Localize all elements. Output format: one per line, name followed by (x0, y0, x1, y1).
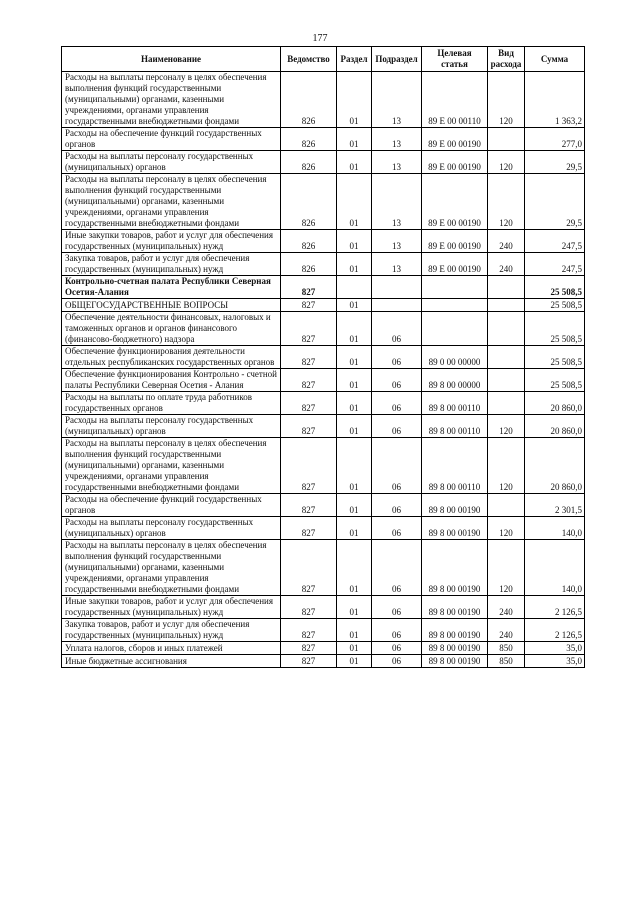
table-row (62, 151, 585, 174)
cell-name: Расходы на выплаты персоналу в целях обеспечения выполнения функций государственными (муниципальными) органами, казенными учреждениями, органами управления государственными внебюджетными фондами (62, 438, 281, 494)
cell-razdel: 01 (337, 655, 372, 668)
cell-summa: 2 301,5 (525, 494, 585, 517)
cell-podrazdel: 06 (372, 517, 422, 540)
cell-vid: 240 (488, 619, 525, 642)
table-row (62, 230, 585, 253)
table-row (62, 494, 585, 517)
cell-vedomstvo: 827 (281, 438, 337, 494)
cell-vedomstvo: 826 (281, 230, 337, 253)
cell-summa: 247,5 (525, 230, 585, 253)
table-row (62, 128, 585, 151)
cell-vedomstvo: 827 (281, 415, 337, 438)
cell-vid (488, 369, 525, 392)
cell-vedomstvo: 826 (281, 151, 337, 174)
cell-podrazdel: 13 (372, 72, 422, 128)
cell-vedomstvo: 826 (281, 128, 337, 151)
table-row (62, 72, 585, 128)
cell-razdel: 01 (337, 299, 372, 312)
cell-podrazdel: 13 (372, 151, 422, 174)
cell-statya: 89 8 00 00110 (422, 415, 488, 438)
cell-statya: 89 Е 00 00190 (422, 253, 488, 276)
cell-summa: 25 508,5 (525, 346, 585, 369)
cell-name: Обеспечение функционирования Контрольно - счетной палаты Республики Северная Осетия - Алания (62, 369, 281, 392)
cell-name: Расходы на выплаты персоналу в целях обеспечения выполнения функций государственными (муниципальными) органами, казенными учреждениями, органами управления государственными внебюджетными фондами (62, 174, 281, 230)
cell-name: Иные закупки товаров, работ и услуг для обеспечения государственных (муниципальных) нужд (62, 230, 281, 253)
cell-vedomstvo: 827 (281, 655, 337, 668)
cell-summa: 247,5 (525, 253, 585, 276)
column-header-statya: Целевая статья (422, 47, 488, 72)
table-row (62, 299, 585, 312)
cell-razdel: 01 (337, 642, 372, 655)
cell-vid (488, 346, 525, 369)
cell-name: Закупка товаров, работ и услуг для обеспечения государственных (муниципальных) нужд (62, 253, 281, 276)
cell-name: Расходы на выплаты персоналу государственных (муниципальных) органов (62, 415, 281, 438)
cell-statya: 89 8 00 00110 (422, 438, 488, 494)
cell-razdel: 01 (337, 346, 372, 369)
cell-summa: 2 126,5 (525, 619, 585, 642)
cell-razdel: 01 (337, 415, 372, 438)
cell-razdel: 01 (337, 128, 372, 151)
cell-razdel: 01 (337, 540, 372, 596)
cell-podrazdel: 06 (372, 642, 422, 655)
cell-vid: 240 (488, 253, 525, 276)
cell-podrazdel: 06 (372, 369, 422, 392)
column-header-podrazdel: Подраздел (372, 47, 422, 72)
cell-summa: 140,0 (525, 517, 585, 540)
table-row (62, 312, 585, 346)
table-row (62, 276, 585, 299)
cell-statya: 89 Е 00 00190 (422, 174, 488, 230)
cell-name: Закупка товаров, работ и услуг для обеспечения государственных (муниципальных) нужд (62, 619, 281, 642)
cell-statya: 89 8 00 00190 (422, 494, 488, 517)
cell-summa: 25 508,5 (525, 369, 585, 392)
cell-statya: 89 Е 00 00190 (422, 230, 488, 253)
cell-podrazdel: 13 (372, 253, 422, 276)
cell-summa: 20 860,0 (525, 392, 585, 415)
page-number: 177 (312, 33, 328, 44)
cell-vid (488, 276, 525, 299)
cell-vid: 240 (488, 596, 525, 619)
cell-vid (488, 312, 525, 346)
cell-podrazdel: 06 (372, 596, 422, 619)
cell-statya: 89 8 00 00190 (422, 642, 488, 655)
column-header-summa: Сумма (525, 47, 585, 72)
cell-summa: 25 508,5 (525, 312, 585, 346)
column-header-vedomstvo: Ведомство (281, 47, 337, 72)
cell-razdel: 01 (337, 392, 372, 415)
cell-podrazdel: 06 (372, 619, 422, 642)
cell-vid: 240 (488, 230, 525, 253)
cell-statya: 89 8 00 00110 (422, 392, 488, 415)
table-row (62, 392, 585, 415)
cell-summa: 140,0 (525, 540, 585, 596)
cell-vid: 120 (488, 72, 525, 128)
cell-podrazdel (372, 276, 422, 299)
cell-summa: 2 126,5 (525, 596, 585, 619)
cell-podrazdel (372, 299, 422, 312)
table-row (62, 415, 585, 438)
cell-vedomstvo: 827 (281, 276, 337, 299)
table-row (62, 369, 585, 392)
cell-podrazdel: 13 (372, 174, 422, 230)
cell-statya: 89 0 00 00000 (422, 346, 488, 369)
cell-name: Расходы на выплаты персоналу государственных (муниципальных) органов (62, 151, 281, 174)
cell-statya: 89 8 00 00190 (422, 655, 488, 668)
cell-vedomstvo: 827 (281, 494, 337, 517)
cell-vedomstvo: 827 (281, 369, 337, 392)
cell-razdel: 01 (337, 494, 372, 517)
cell-razdel: 01 (337, 438, 372, 494)
cell-name: Обеспечение деятельности финансовых, налоговых и таможенных органов и органов финансового (финансово-бюджетного) надзора (62, 312, 281, 346)
cell-razdel: 01 (337, 596, 372, 619)
table-row (62, 540, 585, 596)
cell-summa: 20 860,0 (525, 438, 585, 494)
cell-statya (422, 276, 488, 299)
cell-statya: 89 8 00 00190 (422, 619, 488, 642)
cell-name: Иные закупки товаров, работ и услуг для обеспечения государственных (муниципальных) нужд (62, 596, 281, 619)
cell-name: Расходы на обеспечение функций государственных органов (62, 128, 281, 151)
cell-vedomstvo: 827 (281, 540, 337, 596)
cell-name: ОБЩЕГОСУДАРСТВЕННЫЕ ВОПРОСЫ (62, 299, 281, 312)
cell-podrazdel: 06 (372, 438, 422, 494)
cell-razdel: 01 (337, 174, 372, 230)
cell-vedomstvo: 827 (281, 642, 337, 655)
cell-name: Расходы на выплаты персоналу в целях обеспечения выполнения функций государственными (муниципальными) органами, казенными учреждениями, органами управления государственными внебюджетными фондами (62, 72, 281, 128)
cell-name: Иные бюджетные ассигнования (62, 655, 281, 668)
cell-razdel (337, 276, 372, 299)
table-row (62, 655, 585, 668)
cell-statya: 89 Е 00 00190 (422, 128, 488, 151)
cell-summa: 35,0 (525, 655, 585, 668)
cell-name: Уплата налогов, сборов и иных платежей (62, 642, 281, 655)
cell-summa: 25 508,5 (525, 299, 585, 312)
cell-statya: 89 Е 00 00110 (422, 72, 488, 128)
cell-statya: 89 8 00 00190 (422, 540, 488, 596)
cell-vedomstvo: 826 (281, 72, 337, 128)
cell-summa: 29,5 (525, 174, 585, 230)
cell-vedomstvo: 827 (281, 517, 337, 540)
cell-vedomstvo: 827 (281, 346, 337, 369)
cell-vid (488, 494, 525, 517)
cell-vid (488, 299, 525, 312)
budget-table (61, 46, 585, 668)
cell-vid (488, 128, 525, 151)
column-header-razdel: Раздел (337, 47, 372, 72)
cell-podrazdel: 06 (372, 540, 422, 596)
table-row (62, 517, 585, 540)
table-row (62, 438, 585, 494)
table-header-row (62, 47, 585, 72)
cell-name: Расходы на выплаты персоналу в целях обеспечения выполнения функций государственными (муниципальными) органами, казенными учреждениями, органами управления государственными внебюджетными фондами (62, 540, 281, 596)
cell-podrazdel: 13 (372, 128, 422, 151)
table-row (62, 619, 585, 642)
cell-summa: 29,5 (525, 151, 585, 174)
cell-podrazdel: 13 (372, 230, 422, 253)
cell-podrazdel: 06 (372, 312, 422, 346)
cell-vid: 850 (488, 655, 525, 668)
cell-vedomstvo: 827 (281, 619, 337, 642)
table-row (62, 596, 585, 619)
cell-razdel: 01 (337, 517, 372, 540)
cell-razdel: 01 (337, 369, 372, 392)
cell-razdel: 01 (337, 230, 372, 253)
cell-podrazdel: 06 (372, 392, 422, 415)
cell-razdel: 01 (337, 312, 372, 346)
cell-name: Обеспечение функционирования деятельности отдельных республиканских государственных органов (62, 346, 281, 369)
cell-vedomstvo: 827 (281, 312, 337, 346)
cell-statya: 89 8 00 00000 (422, 369, 488, 392)
cell-summa: 20 860,0 (525, 415, 585, 438)
cell-razdel: 01 (337, 253, 372, 276)
cell-podrazdel: 06 (372, 415, 422, 438)
cell-summa: 35,0 (525, 642, 585, 655)
cell-name: Расходы на обеспечение функций государственных органов (62, 494, 281, 517)
cell-vid: 120 (488, 517, 525, 540)
cell-razdel: 01 (337, 619, 372, 642)
cell-statya: 89 8 00 00190 (422, 596, 488, 619)
column-header-name: Наименование (62, 47, 281, 72)
cell-name: Расходы на выплаты по оплате труда работников государственных органов (62, 392, 281, 415)
cell-vedomstvo: 826 (281, 174, 337, 230)
column-header-vid: Вид расхода (488, 47, 525, 72)
cell-razdel: 01 (337, 151, 372, 174)
cell-podrazdel: 06 (372, 346, 422, 369)
table-row (62, 174, 585, 230)
cell-razdel: 01 (337, 72, 372, 128)
cell-statya: 89 8 00 00190 (422, 517, 488, 540)
cell-summa: 1 363,2 (525, 72, 585, 128)
cell-vedomstvo: 827 (281, 596, 337, 619)
cell-vid: 120 (488, 540, 525, 596)
cell-podrazdel: 06 (372, 494, 422, 517)
cell-vedomstvo: 827 (281, 392, 337, 415)
cell-statya (422, 312, 488, 346)
cell-vid: 120 (488, 438, 525, 494)
cell-podrazdel: 06 (372, 655, 422, 668)
cell-statya: 89 Е 00 00190 (422, 151, 488, 174)
cell-vid: 120 (488, 174, 525, 230)
cell-vid (488, 392, 525, 415)
table-row (62, 642, 585, 655)
cell-vid: 850 (488, 642, 525, 655)
table-row (62, 346, 585, 369)
cell-summa: 277,0 (525, 128, 585, 151)
cell-vid: 120 (488, 151, 525, 174)
cell-summa: 25 508,5 (525, 276, 585, 299)
cell-vedomstvo: 827 (281, 299, 337, 312)
cell-name: Контрольно-счетная палата Республики Северная Осетия-Алания (62, 276, 281, 299)
table-row (62, 253, 585, 276)
cell-name: Расходы на выплаты персоналу государственных (муниципальных) органов (62, 517, 281, 540)
cell-statya (422, 299, 488, 312)
cell-vid: 120 (488, 415, 525, 438)
cell-vedomstvo: 826 (281, 253, 337, 276)
